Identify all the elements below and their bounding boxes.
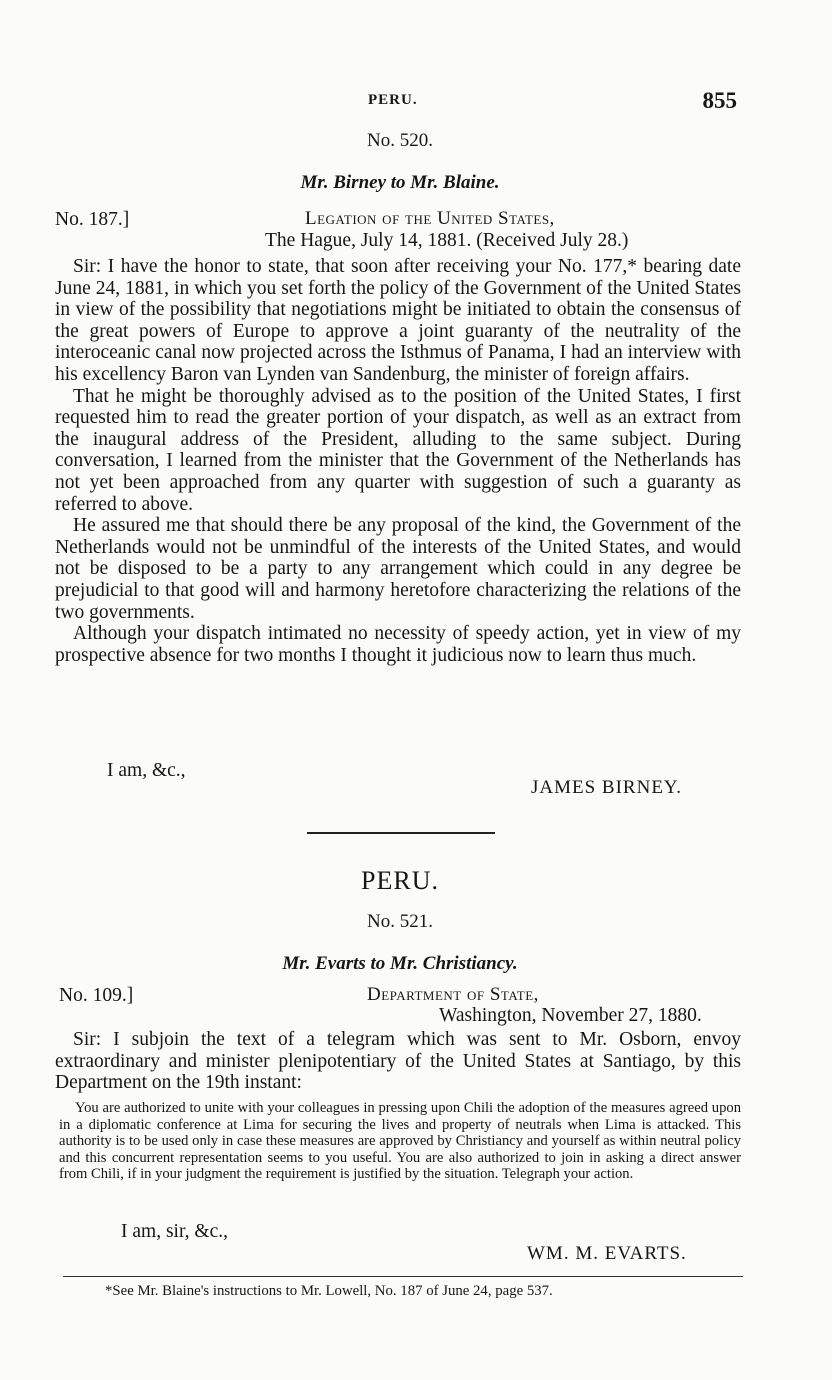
paragraph: Sir: I have the honor to state, that soon after receiving your No. 177,* bearing date June 24, 1881, in which you set forth the policy of the Government of the United States in view of the possibility that negotiations might be initiated to obtain the consensus of the great powers of Europe to approve a joint guaranty of the neutrality of the interoceanic canal now projected across the Isthmus of Panama, I had an interview with his excellency Baron van Lynden van Sandenburg, the minister of foreign affairs. xyxy=(55,256,741,385)
footnote-rule xyxy=(63,1276,743,1277)
page-number: 855 xyxy=(702,88,737,113)
signature-520: JAMES BIRNEY. xyxy=(531,777,682,798)
document-number-520: No. 520. xyxy=(367,130,433,151)
section-divider xyxy=(307,832,495,834)
footnote: *See Mr. Blaine's instructions to Mr. Lowell, No. 187 of June 24, page 537. xyxy=(105,1283,553,1299)
body-text-521 xyxy=(55,1029,741,1094)
document-number-521: No. 521. xyxy=(367,911,433,932)
legation-heading: Legation of the United States, xyxy=(305,208,555,229)
paragraph: Sir: I subjoin the text of a telegram which was sent to Mr. Osborn, envoy extraordinary and minister plenipotentiary of the United States at Santiago, by this Department on the 19th instant: xyxy=(55,1029,741,1094)
paragraph: That he might be thoroughly advised as to the position of the United States, I first requested him to read the greater portion of your dispatch, as well as an extract from the inaugural address of the President, alluding to the same subject. During conversation, I learned from the minister that the Government of the Netherlands has not yet been approached from any quarter with suggestion of such a guaranty as referred to above. xyxy=(55,385,741,515)
document-page xyxy=(55,0,745,1380)
dispatch-ref-520: No. 187.] xyxy=(55,209,130,230)
signature-521: WM. M. EVARTS. xyxy=(527,1243,687,1264)
dispatch-ref-521: No. 109.] xyxy=(59,985,134,1006)
running-head-title: PERU. xyxy=(368,92,418,108)
department-heading: Department of State, xyxy=(367,984,539,1005)
telegram-paragraph: You are authorized to unite with your colleagues in pressing upon Chili the adoption of the measures agreed upon in a diplomatic conference at Lima for securing the lives and property of neutrals when Lima is attacked. This authority is to be used only in case these measures are approved by Christiancy and yourself as within neutral policy and this concurrent representation seems to you useful. You are also authorized to join in asking a direct answer from Chili, if in your judgment the requirement is justified by the situation. Telegraph your action. xyxy=(59,1100,741,1183)
paragraph: Although your dispatch intimated no necessity of speedy action, yet in view of my prospective absence for two months I thought it judicious now to learn thus much. xyxy=(55,623,741,666)
running-head xyxy=(55,88,745,116)
closing-520: I am, &c., xyxy=(107,760,186,781)
telegram-text xyxy=(59,1100,741,1183)
paragraph: He assured me that should there be any proposal of the kind, the Government of the Netherlands would not be unmindful of the interests of the United States, and would not be disposed to be a party to any arrangement which could in any degree be prejudicial to that good will and harmony heretofore characterizing the relations of the two governments. xyxy=(55,515,741,623)
closing-521: I am, sir, &c., xyxy=(121,1221,228,1242)
place-date-520: The Hague, July 14, 1881. (Received July 28.) xyxy=(265,230,629,251)
correspondents-520: Mr. Birney to Mr. Blaine. xyxy=(300,172,500,193)
section-heading: PERU. xyxy=(361,866,439,895)
correspondents-521: Mr. Evarts to Mr. Christiancy. xyxy=(282,953,518,974)
body-text-520 xyxy=(55,256,741,666)
place-date-521: Washington, November 27, 1880. xyxy=(439,1005,702,1026)
